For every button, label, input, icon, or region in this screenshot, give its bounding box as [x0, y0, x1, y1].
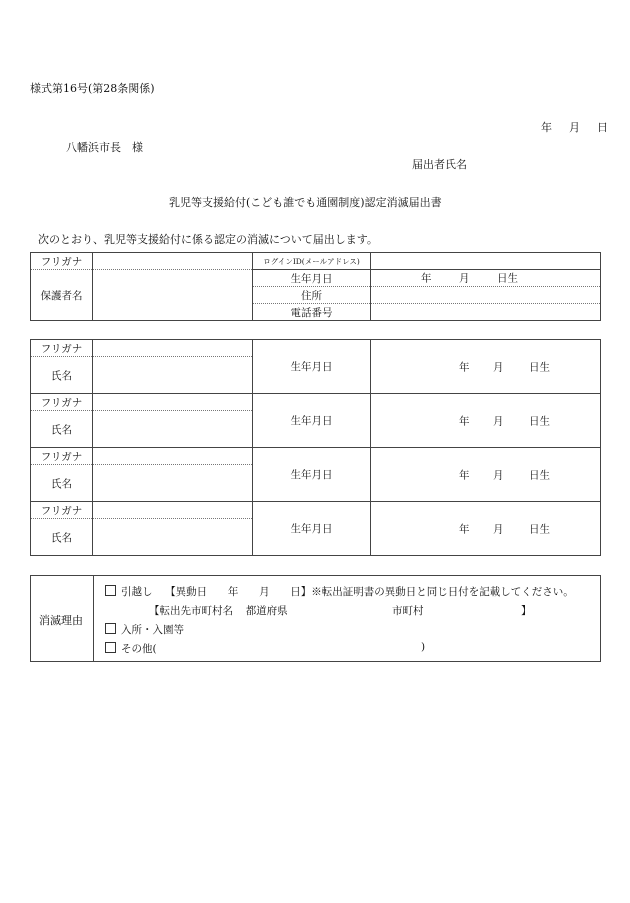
- child-birth-day: 日生: [529, 469, 550, 481]
- child-birth-day: 日生: [529, 361, 550, 373]
- child-furigana-label: フリガナ: [31, 340, 93, 357]
- child-birthdate-label: 生年月日: [253, 448, 371, 502]
- guardian-name-field[interactable]: [93, 270, 253, 321]
- moving-date-open: 【異動日: [165, 586, 208, 598]
- other-close: ): [421, 641, 426, 653]
- child-birth-year: 年: [459, 415, 470, 427]
- child-furigana-field[interactable]: [93, 340, 253, 357]
- reason-other-line: [105, 641, 157, 656]
- child-birth-year: 年: [459, 469, 470, 481]
- child-birth-day: 日生: [529, 523, 550, 535]
- child-name-field[interactable]: [93, 357, 253, 394]
- form-number: 様式第16号(第28条関係): [30, 82, 155, 95]
- child-name-field[interactable]: [93, 465, 253, 502]
- child-name-field[interactable]: [93, 519, 253, 556]
- guardian-address-label: 住所: [253, 287, 371, 304]
- guardian-phone-label: 電話番号: [253, 304, 371, 321]
- submitter-label: 届出者氏名: [412, 158, 467, 171]
- child-birthdate-field[interactable]: [371, 502, 601, 556]
- date-month: 月: [569, 121, 580, 134]
- other-label: その他(: [121, 643, 157, 655]
- moving-day: 日】: [290, 586, 312, 598]
- moving-month: 月: [259, 586, 270, 598]
- reason-moving-line: [105, 584, 574, 599]
- date-year: 年: [541, 121, 552, 134]
- child-furigana-field[interactable]: [93, 394, 253, 411]
- guardian-phone-field[interactable]: [371, 304, 601, 321]
- admission-checkbox[interactable]: [105, 623, 116, 634]
- dest-close: 】: [521, 605, 532, 617]
- moving-year: 年: [227, 586, 239, 598]
- child-name-field[interactable]: [93, 411, 253, 448]
- child-birth-month: 月: [493, 361, 504, 373]
- guardian-birthdate-field[interactable]: [371, 270, 601, 287]
- child-birth-year: 年: [459, 361, 470, 373]
- doc-title: 乳児等支援給付(こども誰でも通園制度)認定消滅届出書: [169, 196, 442, 209]
- addressee: 八幡浜市長 様: [66, 141, 143, 154]
- child-birthdate-label: 生年月日: [253, 340, 371, 394]
- child-furigana-field[interactable]: [93, 502, 253, 519]
- guardian-furigana-field[interactable]: [93, 253, 253, 270]
- child-birthdate-label: 生年月日: [253, 394, 371, 448]
- moving-label: 引越し: [121, 586, 153, 598]
- child-furigana-label: フリガナ: [31, 502, 93, 519]
- child-birth-month: 月: [493, 523, 504, 535]
- child-furigana-label: フリガナ: [31, 394, 93, 411]
- dest-city: 市町村: [392, 605, 424, 617]
- child-birthdate-field[interactable]: [371, 340, 601, 394]
- child-furigana-label: フリガナ: [31, 448, 93, 465]
- reason-label-cell: [31, 576, 94, 661]
- reason-destination-line: [149, 603, 288, 618]
- child-name-label: 氏名: [31, 411, 93, 448]
- dest-pref: 都道府県: [245, 605, 288, 617]
- admission-label: 入所・入園等: [121, 624, 184, 636]
- child-birthdate-label: 生年月日: [253, 502, 371, 556]
- children-table: [30, 339, 601, 556]
- guardian-table: [30, 252, 601, 321]
- child-furigana-field[interactable]: [93, 448, 253, 465]
- dest-label: 【転出先市町村名: [149, 605, 233, 617]
- login-id-label: ログインID(メールアドレス): [253, 253, 371, 270]
- child-birth-month: 月: [493, 469, 504, 481]
- child-birth-year: 年: [459, 523, 470, 535]
- child-birth-month: 月: [493, 415, 504, 427]
- guardian-name-label: 保護者名: [31, 270, 93, 321]
- child-name-label: 氏名: [31, 357, 93, 394]
- reason-box: [30, 575, 601, 662]
- guardian-furigana-label: フリガナ: [31, 253, 93, 270]
- child-name-label: 氏名: [31, 465, 93, 502]
- intro-text: 次のとおり、乳児等支援給付に係る認定の消滅について届出します。: [38, 233, 378, 246]
- moving-note: ※転出証明書の異動日と同じ日付を記載してください。: [311, 586, 574, 598]
- other-checkbox[interactable]: [105, 642, 116, 653]
- guardian-birth-month: 月: [459, 272, 470, 285]
- date-line: [541, 119, 608, 135]
- guardian-birth-day: 日生: [497, 272, 518, 285]
- moving-checkbox[interactable]: [105, 585, 116, 596]
- child-birth-day: 日生: [529, 415, 550, 427]
- guardian-birthdate-label: 生年月日: [253, 270, 371, 287]
- reason-admission-line: [105, 622, 184, 637]
- guardian-birth-year: 年: [421, 272, 432, 285]
- child-birthdate-field[interactable]: [371, 394, 601, 448]
- login-id-field[interactable]: [371, 253, 601, 270]
- child-birthdate-field[interactable]: [371, 448, 601, 502]
- reason-label: 消滅理由: [39, 614, 83, 627]
- child-name-label: 氏名: [31, 519, 93, 556]
- date-day: 日: [597, 121, 608, 134]
- guardian-address-field[interactable]: [371, 287, 601, 304]
